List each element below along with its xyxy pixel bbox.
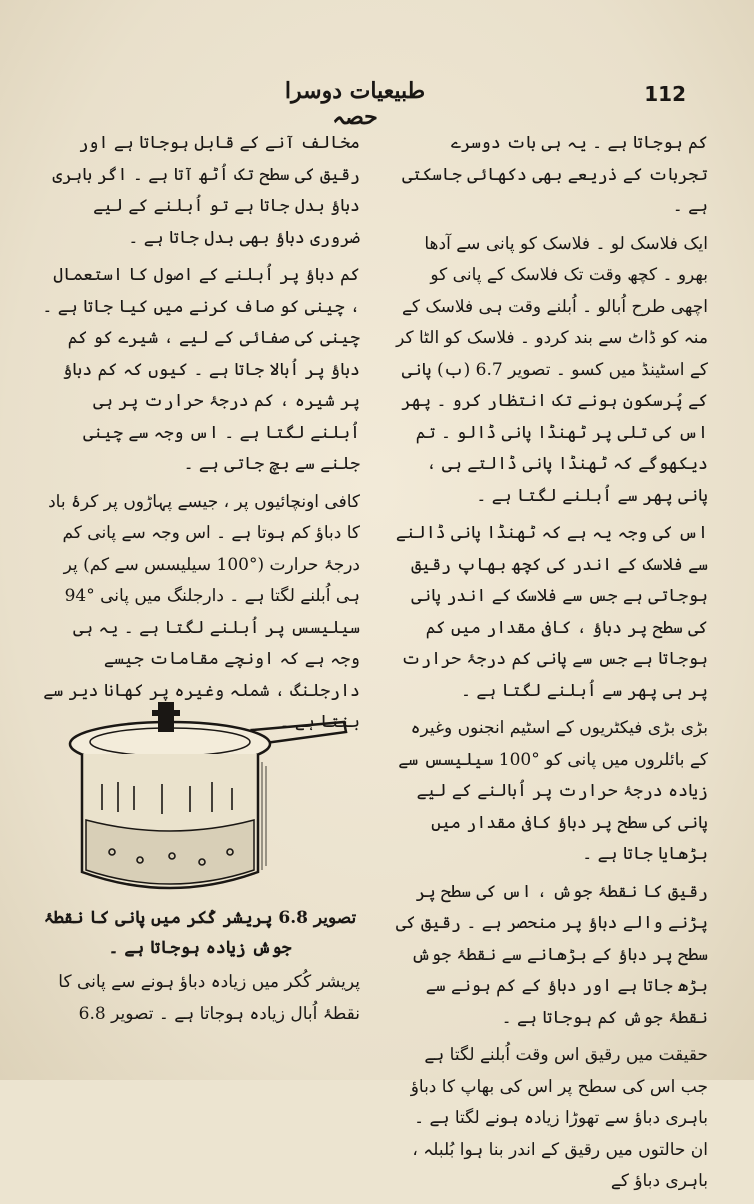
pressure-cooker-icon bbox=[62, 692, 358, 902]
paragraph: رقیق کا نقطۂ جوش ، اس کی سطح پر پڑنے والے دباؤ پر منحصر ہے ۔ رقیق کی سطح پر دباؤ کے بڑھانے سے نقطۂ جوش بڑھ جاتا ہے اور دباؤ کے کم ہونے سے نقطۂ جوش کم ہوجاتا ہے ۔ bbox=[395, 881, 708, 1028]
paragraph: ایک فلاسک لو ۔ فلاسک کو پانی سے آدھا بھرو ۔ کچھ وقت تک فلاسک کے پانی کو اچھی طرح اُبالو ۔ اُبلنے وقت ہی فلاسک کے منہ کو ڈاٹ سے بند کردو ۔ فلاسک کو الٹا کر کے اسٹینڈ میں کسو ۔ تصویر 6.7 (ب) پانی کے پُرسکون ہونے تک انتظار کرو ۔ پھر اس کی تلی پر ٹھنڈا پانی ڈالو ۔ تم دیکھوگے کہ ٹھنڈا پانی ڈالتے ہی ، پانی پھر سے اُبلنے لگتا ہے ۔ bbox=[396, 233, 708, 506]
left-bottom-text: پریشر کُکر میں زیادہ دباؤ ہونے سے پانی کا نقطۂ اُبال زیادہ ہوجاتا ہے ۔ تصویر 6.8 bbox=[58, 972, 360, 1024]
paragraph: بڑی بڑی فیکٹریوں کے اسٹیم انجنوں وغیرہ کے بائلروں میں پانی کو °100 سیلیسس سے زیادہ درجۂ حرارت پر اُبالنے کے لیے پانی کی سطح پر دباؤ کافی مقدار میں بڑھایا جاتا ہے ۔ bbox=[398, 718, 708, 864]
pressure-cooker-illustration bbox=[62, 692, 358, 902]
page-number: 112 bbox=[644, 82, 686, 106]
paragraph: حقیقت میں رقیق اس وقت اُبلنے لگتا ہے جب اس کی سطح پر اس کی بھاپ کا دباؤ باہری دباؤ سے تھوڑا زیادہ ہونے لگتا ہے ۔ ان حالتوں میں رقیق کے اندر بنا ہوا بُلبلہ ، باہری دباؤ کے bbox=[410, 1045, 708, 1191]
paragraph: اس کی وجہ یہ ہے کہ ٹھنڈا پانی ڈالنے سے فلاسک کے اندر کی کچھ بھاپ رقیق ہوجاتی ہے جس سے فلاسک کے اندر پانی کی سطح پر دباؤ ، کافی مقدار میں کم ہوجاتا ہے جس سے پانی کم درجۂ حرارت پر ہی پھر سے اُبلنے لگتا ہے ۔ bbox=[395, 523, 708, 701]
paragraph: مخالف آنے کے قابل ہوجاتا ہے اور رقیق کی سطح تک اُٹھ آتا ہے ۔ اگر باہری دباؤ بدل جاتا ہے تو اُبلنے کے لیے ضروری دباؤ بھی بدل جاتا ہے ۔ bbox=[52, 133, 360, 248]
paragraph: کم ہوجاتا ہے ۔ یہ ہی بات دوسرے تجربات کے ذریعے بھی دکھائی جاسکتی ہے ۔ bbox=[402, 133, 708, 216]
figure-caption: تصویر 6.8 پریشر کُکر میں پانی کا نقطۂ جوش زیادہ ہوجاتا ہے ۔ bbox=[43, 908, 357, 958]
left-column bbox=[40, 128, 360, 745]
paragraph: کافی اونچائیوں پر ، جیسے پہاڑوں پر کرۂ باد کا دباؤ کم ہوتا ہے ۔ اس وجہ سے پانی کم درجۂ حرارت (°100 سیلیسس سے کم) پر ہی اُبلنے لگتا ہے ۔ دارجلنگ میں پانی °94 سیلیسس پر اُبلنے لگتا ہے ۔ یہ ہی وجہ ہے کہ اونچے مقامات جیسے دارجلنگ ، شملہ وغیرہ پر کھانا دیر سے بنتا ہے ۔ bbox=[43, 491, 360, 732]
paragraph: کم دباؤ پر اُبلنے کے اصول کا استعمال ، چینی کو صاف کرنے میں کیا جاتا ہے ۔ چینی کی صفائی کے لیے ، شیرے کو کم دباؤ پر اُبالا جاتا ہے ۔ کیوں کہ کم دباؤ پر شیرہ ، کم درجۂ حرارت پر ہی اُبلنے لگتا ہے ۔ اس وجہ سے چینی جلنے سے بچ جاتی ہے ۔ bbox=[42, 265, 360, 474]
right-column bbox=[392, 128, 708, 1204]
running-header: طبیعیات دوسرا حصہ bbox=[284, 78, 426, 130]
